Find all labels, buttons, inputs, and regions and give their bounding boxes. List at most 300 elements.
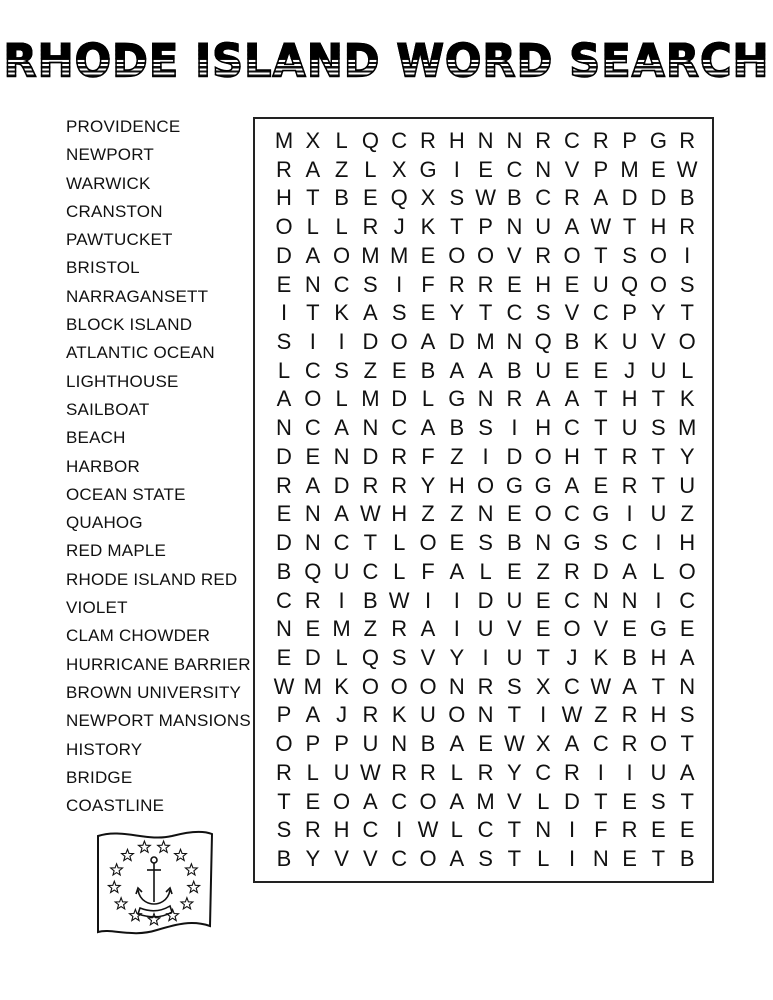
grid-letter[interactable]: O bbox=[361, 673, 379, 699]
grid-letter[interactable]: R bbox=[621, 731, 638, 757]
grid-letter[interactable]: I bbox=[453, 616, 460, 642]
grid-letter[interactable]: F bbox=[421, 558, 435, 584]
grid-letter[interactable]: W bbox=[417, 817, 439, 843]
grid-letter[interactable]: C bbox=[535, 185, 552, 211]
grid-letter[interactable]: C bbox=[391, 128, 408, 153]
grid-letter[interactable]: G bbox=[649, 616, 667, 642]
grid-letter[interactable]: V bbox=[334, 846, 349, 871]
grid-letter[interactable]: R bbox=[448, 271, 465, 297]
grid-letter[interactable]: Y bbox=[420, 472, 436, 498]
grid-letter[interactable]: Y bbox=[507, 759, 522, 785]
grid-letter[interactable]: L bbox=[479, 558, 492, 584]
grid-letter[interactable]: P bbox=[593, 156, 609, 182]
grid-letter[interactable]: N bbox=[477, 702, 494, 728]
grid-letter[interactable]: Z bbox=[334, 156, 349, 182]
grid-letter[interactable]: T bbox=[651, 443, 666, 469]
grid-letter[interactable]: L bbox=[277, 357, 291, 383]
grid-letter[interactable]: O bbox=[448, 702, 466, 728]
grid-letter[interactable]: T bbox=[651, 386, 666, 412]
grid-letter[interactable]: L bbox=[450, 817, 463, 843]
grid-letter[interactable]: P bbox=[276, 702, 292, 728]
grid-letter[interactable]: E bbox=[391, 357, 407, 383]
grid-letter[interactable]: R bbox=[391, 616, 408, 642]
grid-letter[interactable]: U bbox=[679, 472, 696, 498]
grid-letter[interactable]: I bbox=[626, 759, 633, 785]
grid-letter[interactable]: L bbox=[681, 357, 694, 383]
grid-letter[interactable]: L bbox=[393, 558, 406, 584]
grid-letter[interactable]: Z bbox=[421, 501, 435, 527]
grid-letter[interactable]: O bbox=[304, 386, 322, 412]
grid-letter[interactable]: A bbox=[276, 386, 292, 412]
grid-letter[interactable]: E bbox=[622, 788, 637, 814]
grid-letter[interactable]: N bbox=[304, 530, 321, 556]
grid-letter[interactable]: E bbox=[449, 530, 465, 556]
grid-letter[interactable]: O bbox=[275, 214, 293, 240]
grid-letter[interactable]: B bbox=[679, 846, 695, 871]
grid-letter[interactable]: X bbox=[420, 185, 436, 211]
grid-letter[interactable]: T bbox=[363, 530, 378, 556]
grid-letter[interactable]: P bbox=[478, 214, 493, 240]
grid-letter[interactable]: G bbox=[649, 128, 667, 153]
grid-letter[interactable]: A bbox=[305, 242, 321, 268]
grid-letter[interactable]: E bbox=[276, 501, 292, 527]
grid-letter[interactable]: R bbox=[506, 386, 523, 412]
grid-letter[interactable]: H bbox=[448, 472, 465, 498]
grid-letter[interactable]: H bbox=[564, 443, 580, 469]
grid-letter[interactable]: T bbox=[478, 300, 493, 326]
grid-letter[interactable]: R bbox=[362, 214, 379, 240]
grid-letter[interactable]: L bbox=[421, 386, 435, 412]
grid-letter[interactable]: M bbox=[620, 156, 639, 182]
grid-letter[interactable]: N bbox=[477, 501, 494, 527]
grid-letter[interactable]: E bbox=[593, 357, 609, 383]
grid-letter[interactable]: F bbox=[421, 271, 435, 297]
grid-letter[interactable]: Z bbox=[363, 357, 378, 383]
grid-letter[interactable]: S bbox=[276, 817, 292, 843]
grid-letter[interactable]: S bbox=[276, 329, 292, 355]
grid-letter[interactable]: W bbox=[561, 702, 583, 728]
grid-letter[interactable]: K bbox=[391, 702, 407, 728]
grid-letter[interactable]: A bbox=[535, 386, 551, 412]
grid-letter[interactable]: N bbox=[535, 530, 552, 556]
grid-letter[interactable]: R bbox=[535, 242, 552, 268]
grid-letter[interactable]: T bbox=[507, 817, 522, 843]
grid-letter[interactable]: S bbox=[478, 530, 493, 556]
grid-letter[interactable]: L bbox=[364, 156, 377, 182]
grid-letter[interactable]: E bbox=[679, 817, 695, 843]
grid-letter[interactable]: E bbox=[305, 443, 321, 469]
grid-letter[interactable]: T bbox=[680, 300, 694, 326]
grid-letter[interactable]: A bbox=[564, 386, 580, 412]
grid-letter[interactable]: O bbox=[649, 242, 667, 268]
grid-letter[interactable]: H bbox=[650, 214, 667, 240]
grid-letter[interactable]: U bbox=[362, 731, 379, 757]
grid-letter[interactable]: L bbox=[335, 386, 348, 412]
grid-letter[interactable]: B bbox=[507, 357, 522, 383]
grid-letter[interactable]: U bbox=[333, 558, 350, 584]
grid-letter[interactable]: L bbox=[335, 214, 348, 240]
grid-letter[interactable]: I bbox=[568, 817, 576, 843]
grid-letter[interactable]: A bbox=[449, 357, 465, 383]
grid-letter[interactable]: C bbox=[564, 415, 580, 441]
grid-letter[interactable]: Z bbox=[450, 501, 464, 527]
grid-letter[interactable]: K bbox=[593, 644, 609, 670]
grid-letter[interactable]: U bbox=[650, 501, 667, 527]
grid-letter[interactable]: E bbox=[651, 156, 666, 182]
grid-letter[interactable]: I bbox=[453, 587, 460, 613]
grid-letter[interactable]: E bbox=[478, 731, 493, 757]
grid-letter[interactable]: M bbox=[361, 242, 380, 268]
grid-letter[interactable]: E bbox=[622, 846, 637, 871]
grid-letter[interactable]: X bbox=[535, 731, 551, 757]
grid-letter[interactable]: M bbox=[332, 616, 351, 642]
grid-letter[interactable]: V bbox=[420, 644, 436, 670]
grid-letter[interactable]: U bbox=[650, 357, 667, 383]
grid-letter[interactable]: N bbox=[391, 731, 408, 757]
grid-letter[interactable]: O bbox=[649, 731, 667, 757]
grid-letter[interactable]: R bbox=[621, 817, 638, 843]
grid-letter[interactable]: A bbox=[334, 501, 349, 527]
grid-letter[interactable]: O bbox=[275, 731, 293, 757]
grid-letter[interactable]: P bbox=[305, 731, 321, 757]
grid-letter[interactable]: Q bbox=[621, 271, 639, 297]
grid-letter[interactable]: O bbox=[678, 329, 696, 355]
grid-letter[interactable]: G bbox=[505, 472, 523, 498]
grid-letter[interactable]: R bbox=[621, 472, 638, 498]
grid-letter[interactable]: C bbox=[679, 587, 696, 613]
grid-letter[interactable]: S bbox=[679, 271, 695, 297]
grid-letter[interactable]: S bbox=[651, 415, 666, 441]
grid-letter[interactable]: T bbox=[594, 788, 608, 814]
grid-letter[interactable]: A bbox=[593, 185, 609, 211]
grid-letter[interactable]: V bbox=[363, 846, 378, 871]
grid-letter[interactable]: W bbox=[388, 587, 410, 613]
grid-letter[interactable]: M bbox=[274, 128, 294, 153]
grid-letter[interactable]: R bbox=[362, 702, 379, 728]
grid-letter[interactable]: D bbox=[276, 443, 292, 469]
grid-letter[interactable]: R bbox=[276, 472, 292, 498]
grid-letter[interactable]: A bbox=[449, 558, 465, 584]
grid-letter[interactable]: D bbox=[362, 329, 379, 355]
grid-letter[interactable]: R bbox=[621, 443, 638, 469]
grid-letter[interactable]: K bbox=[334, 673, 349, 699]
grid-letter[interactable]: M bbox=[361, 386, 380, 412]
grid-letter[interactable]: A bbox=[564, 472, 580, 498]
grid-letter[interactable]: I bbox=[309, 329, 316, 355]
grid-letter[interactable]: H bbox=[448, 128, 465, 153]
grid-letter[interactable]: H bbox=[650, 644, 667, 670]
grid-letter[interactable]: L bbox=[306, 759, 319, 785]
grid-letter[interactable]: A bbox=[564, 214, 580, 240]
grid-letter[interactable]: F bbox=[594, 817, 608, 843]
grid-letter[interactable]: Z bbox=[450, 443, 464, 469]
grid-letter[interactable]: N bbox=[506, 214, 523, 240]
grid-letter[interactable]: A bbox=[679, 759, 695, 785]
grid-letter[interactable]: C bbox=[592, 300, 609, 326]
grid-letter[interactable]: Y bbox=[449, 644, 465, 670]
grid-letter[interactable]: L bbox=[335, 128, 348, 153]
grid-letter[interactable]: T bbox=[507, 702, 522, 728]
grid-letter[interactable]: C bbox=[304, 357, 321, 383]
grid-letter[interactable]: T bbox=[651, 472, 666, 498]
grid-letter[interactable]: V bbox=[593, 616, 609, 642]
grid-letter[interactable]: T bbox=[277, 788, 291, 814]
grid-letter[interactable]: I bbox=[655, 587, 662, 613]
grid-letter[interactable]: H bbox=[391, 501, 408, 527]
grid-letter[interactable]: D bbox=[592, 558, 609, 584]
grid-letter[interactable]: T bbox=[594, 242, 608, 268]
grid-letter[interactable]: P bbox=[622, 128, 637, 153]
grid-letter[interactable]: E bbox=[507, 558, 522, 584]
grid-letter[interactable]: A bbox=[449, 846, 465, 871]
grid-letter[interactable]: A bbox=[305, 702, 321, 728]
grid-letter[interactable]: A bbox=[305, 472, 321, 498]
grid-letter[interactable]: Y bbox=[305, 846, 321, 871]
grid-letter[interactable]: R bbox=[420, 759, 436, 785]
grid-letter[interactable]: L bbox=[652, 558, 665, 584]
grid-letter[interactable]: O bbox=[390, 329, 408, 355]
grid-letter[interactable]: R bbox=[564, 185, 580, 211]
grid-letter[interactable]: A bbox=[622, 673, 637, 699]
grid-letter[interactable]: M bbox=[303, 673, 322, 699]
grid-letter[interactable]: O bbox=[390, 673, 408, 699]
grid-letter[interactable]: N bbox=[506, 128, 523, 153]
grid-letter[interactable]: X bbox=[305, 128, 321, 153]
grid-letter[interactable]: N bbox=[592, 846, 609, 871]
grid-letter[interactable]: E bbox=[535, 587, 551, 613]
grid-letter[interactable]: B bbox=[449, 415, 465, 441]
grid-letter[interactable]: U bbox=[333, 759, 350, 785]
grid-letter[interactable]: E bbox=[564, 271, 580, 297]
grid-letter[interactable]: O bbox=[534, 501, 552, 527]
grid-letter[interactable]: O bbox=[477, 242, 495, 268]
grid-letter[interactable]: D bbox=[362, 443, 379, 469]
grid-letter[interactable]: S bbox=[478, 415, 493, 441]
grid-letter[interactable]: V bbox=[651, 329, 666, 355]
grid-letter[interactable]: D bbox=[391, 386, 408, 412]
grid-letter[interactable]: C bbox=[391, 415, 408, 441]
grid-letter[interactable]: C bbox=[304, 415, 321, 441]
grid-letter[interactable]: N bbox=[276, 616, 292, 642]
grid-letter[interactable]: C bbox=[333, 530, 350, 556]
grid-letter[interactable]: N bbox=[621, 587, 638, 613]
grid-letter[interactable]: E bbox=[276, 271, 292, 297]
grid-letter[interactable]: C bbox=[506, 300, 523, 326]
grid-letter[interactable]: Q bbox=[534, 329, 552, 355]
grid-letter[interactable]: W bbox=[590, 673, 612, 699]
grid-letter[interactable]: L bbox=[537, 846, 550, 871]
grid-letter[interactable]: L bbox=[450, 759, 463, 785]
grid-letter[interactable]: B bbox=[564, 329, 580, 355]
grid-letter[interactable]: C bbox=[391, 788, 408, 814]
grid-letter[interactable]: H bbox=[535, 415, 552, 441]
grid-letter[interactable]: L bbox=[306, 214, 319, 240]
grid-letter[interactable]: D bbox=[276, 530, 292, 556]
grid-letter[interactable]: E bbox=[651, 817, 666, 843]
grid-letter[interactable]: B bbox=[276, 846, 292, 871]
grid-letter[interactable]: B bbox=[276, 558, 292, 584]
grid-letter[interactable]: H bbox=[621, 386, 638, 412]
grid-letter[interactable]: B bbox=[420, 731, 436, 757]
grid-letter[interactable]: E bbox=[276, 644, 292, 670]
grid-letter[interactable]: B bbox=[622, 644, 637, 670]
grid-letter[interactable]: T bbox=[536, 644, 550, 670]
grid-letter[interactable]: N bbox=[448, 673, 465, 699]
grid-letter[interactable]: H bbox=[650, 702, 667, 728]
grid-letter[interactable]: J bbox=[624, 357, 636, 383]
grid-letter[interactable]: U bbox=[477, 616, 494, 642]
grid-letter[interactable]: N bbox=[304, 271, 321, 297]
grid-letter[interactable]: O bbox=[419, 530, 437, 556]
grid-letter[interactable]: D bbox=[650, 185, 667, 211]
grid-letter[interactable]: S bbox=[391, 644, 407, 670]
grid-letter[interactable]: C bbox=[564, 673, 580, 699]
grid-letter[interactable]: T bbox=[622, 214, 637, 240]
grid-letter[interactable]: C bbox=[564, 587, 580, 613]
grid-letter[interactable]: S bbox=[651, 788, 666, 814]
grid-letter[interactable]: U bbox=[650, 759, 667, 785]
grid-letter[interactable]: K bbox=[420, 214, 436, 240]
grid-letter[interactable]: C bbox=[391, 846, 408, 871]
grid-letter[interactable]: C bbox=[564, 501, 580, 527]
grid-letter[interactable]: U bbox=[592, 271, 609, 297]
grid-letter[interactable]: C bbox=[276, 587, 292, 613]
grid-letter[interactable]: W bbox=[360, 501, 381, 527]
grid-letter[interactable]: U bbox=[621, 415, 638, 441]
grid-letter[interactable]: G bbox=[534, 472, 552, 498]
grid-letter[interactable]: E bbox=[507, 501, 522, 527]
grid-letter[interactable]: H bbox=[535, 271, 552, 297]
grid-letter[interactable]: C bbox=[564, 128, 580, 153]
grid-letter[interactable]: Q bbox=[361, 128, 379, 153]
grid-letter[interactable]: D bbox=[564, 788, 580, 814]
grid-letter[interactable]: N bbox=[679, 673, 696, 699]
grid-letter[interactable]: T bbox=[594, 386, 608, 412]
grid-letter[interactable]: I bbox=[280, 300, 288, 326]
grid-letter[interactable]: A bbox=[363, 788, 378, 814]
grid-letter[interactable]: A bbox=[449, 788, 465, 814]
grid-letter[interactable]: N bbox=[506, 329, 523, 355]
grid-letter[interactable]: N bbox=[477, 128, 494, 153]
grid-letter[interactable]: N bbox=[362, 415, 379, 441]
grid-letter[interactable]: W bbox=[676, 156, 698, 182]
grid-letter[interactable]: N bbox=[276, 415, 292, 441]
grid-letter[interactable]: H bbox=[276, 185, 292, 211]
grid-letter[interactable]: C bbox=[333, 271, 350, 297]
grid-letter[interactable]: O bbox=[477, 472, 495, 498]
grid-letter[interactable]: A bbox=[564, 731, 580, 757]
grid-letter[interactable]: W bbox=[475, 185, 496, 211]
grid-letter[interactable]: Y bbox=[679, 443, 695, 469]
grid-letter[interactable]: V bbox=[507, 242, 522, 268]
grid-letter[interactable]: Z bbox=[680, 501, 694, 527]
grid-letter[interactable]: E bbox=[478, 156, 493, 182]
grid-letter[interactable]: N bbox=[535, 817, 552, 843]
grid-letter[interactable]: W bbox=[504, 731, 525, 757]
grid-letter[interactable]: V bbox=[507, 616, 522, 642]
grid-letter[interactable]: J bbox=[336, 702, 348, 728]
grid-letter[interactable]: G bbox=[419, 156, 437, 182]
grid-letter[interactable]: T bbox=[306, 300, 320, 326]
grid-letter[interactable]: D bbox=[333, 472, 350, 498]
grid-letter[interactable]: I bbox=[540, 702, 547, 728]
grid-letter[interactable]: S bbox=[363, 271, 378, 297]
grid-letter[interactable]: T bbox=[594, 415, 608, 441]
grid-letter[interactable]: Y bbox=[651, 300, 666, 326]
grid-letter[interactable]: B bbox=[507, 530, 522, 556]
grid-letter[interactable]: N bbox=[333, 443, 350, 469]
grid-letter[interactable]: M bbox=[678, 415, 697, 441]
grid-letter[interactable]: B bbox=[679, 185, 695, 211]
grid-letter[interactable]: M bbox=[390, 242, 409, 268]
grid-letter[interactable]: O bbox=[448, 242, 466, 268]
grid-letter[interactable]: I bbox=[684, 242, 691, 268]
grid-letter[interactable]: W bbox=[590, 214, 612, 240]
grid-letter[interactable]: P bbox=[622, 300, 637, 326]
grid-letter[interactable]: T bbox=[450, 214, 464, 240]
grid-letter[interactable]: T bbox=[507, 846, 522, 871]
grid-letter[interactable]: I bbox=[396, 271, 403, 297]
grid-letter[interactable]: O bbox=[563, 616, 581, 642]
grid-letter[interactable]: K bbox=[334, 300, 349, 326]
grid-letter[interactable]: R bbox=[391, 443, 408, 469]
grid-letter[interactable]: O bbox=[333, 242, 351, 268]
grid-letter[interactable]: Q bbox=[390, 185, 408, 211]
grid-letter[interactable]: O bbox=[563, 242, 581, 268]
grid-letter[interactable]: W bbox=[360, 759, 381, 785]
grid-letter[interactable]: D bbox=[448, 329, 465, 355]
grid-letter[interactable]: J bbox=[566, 644, 578, 670]
grid-letter[interactable]: B bbox=[507, 185, 522, 211]
grid-letter[interactable]: U bbox=[535, 357, 552, 383]
grid-letter[interactable]: R bbox=[276, 156, 292, 182]
grid-letter[interactable]: K bbox=[679, 386, 695, 412]
grid-letter[interactable]: O bbox=[419, 846, 437, 871]
grid-letter[interactable]: A bbox=[420, 329, 436, 355]
grid-letter[interactable]: N bbox=[592, 587, 609, 613]
grid-letter[interactable]: E bbox=[420, 242, 436, 268]
grid-letter[interactable]: S bbox=[334, 357, 349, 383]
grid-letter[interactable]: T bbox=[651, 846, 666, 871]
grid-letter[interactable]: Q bbox=[361, 644, 379, 670]
grid-letter[interactable]: U bbox=[420, 702, 436, 728]
grid-letter[interactable]: R bbox=[477, 673, 494, 699]
grid-letter[interactable]: R bbox=[276, 759, 292, 785]
grid-letter[interactable]: L bbox=[537, 788, 550, 814]
grid-letter[interactable]: D bbox=[477, 587, 494, 613]
grid-letter[interactable]: A bbox=[305, 156, 321, 182]
grid-letter[interactable]: A bbox=[679, 644, 695, 670]
grid-letter[interactable]: C bbox=[362, 817, 379, 843]
grid-letter[interactable]: Z bbox=[594, 702, 608, 728]
grid-letter[interactable]: R bbox=[621, 702, 638, 728]
grid-letter[interactable]: O bbox=[534, 443, 552, 469]
grid-letter[interactable]: D bbox=[621, 185, 638, 211]
grid-letter[interactable]: T bbox=[306, 185, 320, 211]
grid-letter[interactable]: E bbox=[363, 185, 378, 211]
grid-letter[interactable]: Z bbox=[363, 616, 378, 642]
grid-letter[interactable]: S bbox=[507, 673, 522, 699]
grid-letter[interactable]: X bbox=[535, 673, 551, 699]
grid-letter[interactable]: L bbox=[335, 644, 348, 670]
grid-letter[interactable]: H bbox=[679, 530, 696, 556]
grid-letter[interactable]: A bbox=[363, 300, 378, 326]
grid-letter[interactable]: R bbox=[535, 128, 552, 153]
grid-letter[interactable]: D bbox=[276, 242, 292, 268]
grid-letter[interactable]: U bbox=[506, 644, 523, 670]
grid-letter[interactable]: P bbox=[334, 731, 349, 757]
grid-letter[interactable]: I bbox=[568, 846, 576, 871]
